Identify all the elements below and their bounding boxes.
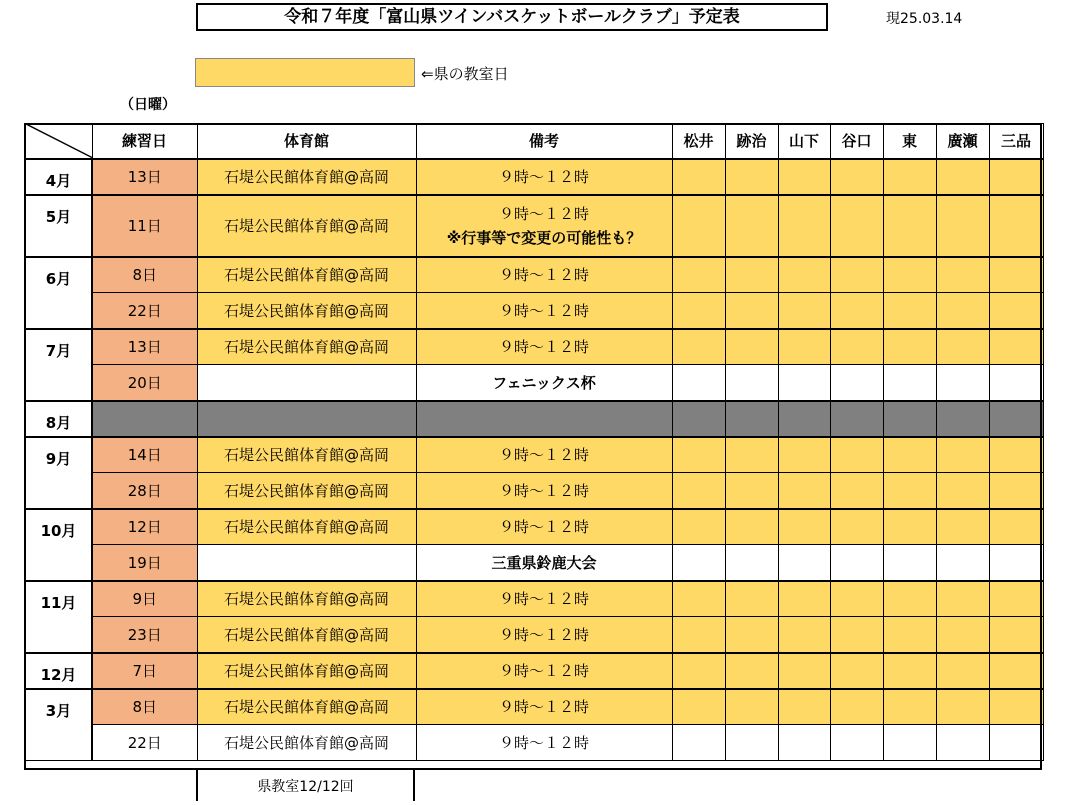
attendance-cell[interactable] (936, 329, 989, 365)
attendance-cell[interactable] (672, 725, 725, 761)
attendance-cell[interactable] (778, 509, 830, 545)
table-row (25, 545, 1043, 581)
table-row (25, 365, 1043, 401)
attendance-cell[interactable] (672, 329, 725, 365)
practice-date: 8日 (92, 257, 197, 293)
header-member: 三品 (989, 124, 1043, 159)
gym-cell (197, 545, 416, 581)
gym-cell: 石堤公民館体育館@高岡 (197, 509, 416, 545)
table-row (25, 653, 1043, 689)
header-member: 跡治 (725, 124, 778, 159)
practice-date: 22日 (92, 293, 197, 329)
attendance-cell[interactable] (778, 293, 830, 329)
remark-cell: ９時～１２時 (416, 293, 672, 329)
remark-cell: ９時～１２時 (416, 653, 672, 689)
page-title: 令和７年度「富山県ツインバスケットボールクラブ」予定表 (196, 3, 828, 31)
practice-date: 13日 (92, 159, 197, 195)
attendance-cell[interactable] (725, 257, 778, 293)
attendance-cell[interactable] (883, 617, 936, 653)
attendance-cell[interactable] (883, 159, 936, 195)
attendance-cell[interactable] (672, 365, 725, 401)
attendance-cell[interactable] (830, 653, 883, 689)
attendance-cell[interactable] (672, 689, 725, 725)
attendance-cell[interactable] (989, 581, 1043, 617)
attendance-cell[interactable] (778, 437, 830, 473)
attendance-cell[interactable] (936, 257, 989, 293)
attendance-cell[interactable] (830, 545, 883, 581)
attendance-cell[interactable] (672, 257, 725, 293)
attendance-cell[interactable] (936, 725, 989, 761)
attendance-cell[interactable] (936, 195, 989, 257)
attendance-cell[interactable] (989, 195, 1043, 257)
legend-label: ⇐県の教室日 (421, 65, 509, 83)
remark-cell (416, 195, 672, 257)
no-practice-cell (989, 401, 1043, 437)
gym-cell: 石堤公民館体育館@高岡 (197, 725, 416, 761)
no-practice-cell (725, 401, 778, 437)
attendance-cell[interactable] (672, 653, 725, 689)
gym-cell: 石堤公民館体育館@高岡 (197, 195, 416, 257)
attendance-cell[interactable] (672, 195, 725, 257)
practice-date: 8日 (92, 689, 197, 725)
practice-date: 19日 (92, 545, 197, 581)
gym-cell: 石堤公民館体育館@高岡 (197, 653, 416, 689)
practice-date: 7日 (92, 653, 197, 689)
practice-date: 28日 (92, 473, 197, 509)
header-member: 山下 (778, 124, 830, 159)
attendance-cell[interactable] (936, 293, 989, 329)
event-cell: フェニックス杯 (416, 365, 672, 401)
no-practice-cell (830, 401, 883, 437)
attendance-cell[interactable] (778, 689, 830, 725)
table-row (25, 257, 1043, 293)
event-cell: 三重県鈴鹿大会 (416, 545, 672, 581)
gym-cell: 石堤公民館体育館@高岡 (197, 473, 416, 509)
attendance-cell[interactable] (883, 653, 936, 689)
attendance-cell[interactable] (936, 159, 989, 195)
attendance-cell[interactable] (989, 365, 1043, 401)
table-row (25, 473, 1043, 509)
practice-date: 22日 (92, 725, 197, 761)
attendance-cell[interactable] (830, 437, 883, 473)
diagonal-line (26, 124, 92, 158)
attendance-cell[interactable] (936, 509, 989, 545)
practice-date: 23日 (92, 617, 197, 653)
attendance-cell[interactable] (672, 509, 725, 545)
attendance-cell[interactable] (778, 473, 830, 509)
class-count: 県教室12/12回 (196, 769, 415, 801)
month-label: 4月 (25, 159, 92, 195)
attendance-cell[interactable] (883, 725, 936, 761)
attendance-cell[interactable] (989, 545, 1043, 581)
attendance-cell[interactable] (725, 725, 778, 761)
table-row (25, 689, 1043, 725)
attendance-cell[interactable] (830, 581, 883, 617)
attendance-cell[interactable] (778, 195, 830, 257)
attendance-cell[interactable] (989, 159, 1043, 195)
attendance-cell[interactable] (778, 545, 830, 581)
gym-cell: 石堤公民館体育館@高岡 (197, 689, 416, 725)
attendance-cell[interactable] (725, 365, 778, 401)
attendance-cell[interactable] (725, 509, 778, 545)
practice-date: 14日 (92, 437, 197, 473)
table-row (25, 617, 1043, 653)
attendance-cell[interactable] (725, 195, 778, 257)
remark-cell: ９時～１２時 (416, 581, 672, 617)
month-label: 9月 (25, 437, 92, 509)
attendance-cell[interactable] (778, 725, 830, 761)
month-label: 7月 (25, 329, 92, 401)
attendance-cell[interactable] (883, 365, 936, 401)
attendance-cell[interactable] (883, 689, 936, 725)
remark-cell: ９時～１２時 (416, 689, 672, 725)
no-practice-cell (883, 401, 936, 437)
remark-cell: ９時～１２時 (416, 473, 672, 509)
remark-cell: ９時～１２時 (416, 509, 672, 545)
remark-note: ※行事等で変更の可能性も？ (446, 228, 642, 247)
attendance-cell[interactable] (989, 257, 1043, 293)
attendance-cell[interactable] (672, 159, 725, 195)
no-practice-cell (197, 401, 416, 437)
attendance-cell[interactable] (883, 293, 936, 329)
gym-cell: 石堤公民館体育館@高岡 (197, 293, 416, 329)
attendance-cell[interactable] (989, 617, 1043, 653)
attendance-cell[interactable] (936, 545, 989, 581)
attendance-cell[interactable] (725, 159, 778, 195)
table-row (25, 437, 1043, 473)
table-row (25, 195, 1043, 257)
attendance-cell[interactable] (830, 725, 883, 761)
attendance-cell[interactable] (725, 581, 778, 617)
attendance-cell[interactable] (830, 473, 883, 509)
header-gym: 体育館 (197, 124, 416, 159)
attendance-cell[interactable] (936, 617, 989, 653)
attendance-cell[interactable] (672, 437, 725, 473)
no-practice-cell (672, 401, 725, 437)
gym-cell: 石堤公民館体育館@高岡 (197, 257, 416, 293)
attendance-cell[interactable] (883, 329, 936, 365)
no-practice-cell (416, 401, 672, 437)
attendance-cell[interactable] (830, 329, 883, 365)
attendance-cell[interactable] (936, 473, 989, 509)
attendance-cell[interactable] (830, 293, 883, 329)
header-member: 東 (883, 124, 936, 159)
attendance-cell[interactable] (725, 293, 778, 329)
table-row (25, 293, 1043, 329)
gym-cell: 石堤公民館体育館@高岡 (197, 329, 416, 365)
gym-cell: 石堤公民館体育館@高岡 (197, 437, 416, 473)
attendance-cell[interactable] (936, 365, 989, 401)
attendance-cell[interactable] (883, 473, 936, 509)
attendance-cell[interactable] (725, 617, 778, 653)
attendance-cell[interactable] (830, 195, 883, 257)
attendance-cell[interactable] (672, 545, 725, 581)
attendance-cell[interactable] (778, 653, 830, 689)
attendance-cell[interactable] (830, 257, 883, 293)
attendance-cell[interactable] (830, 159, 883, 195)
attendance-cell[interactable] (883, 195, 936, 257)
practice-date: 20日 (92, 365, 197, 401)
attendance-cell[interactable] (989, 653, 1043, 689)
header-row (25, 124, 1043, 159)
attendance-cell[interactable] (778, 257, 830, 293)
no-practice-cell (92, 401, 197, 437)
attendance-cell[interactable] (778, 365, 830, 401)
month-label: 12月 (25, 653, 92, 689)
attendance-cell[interactable] (830, 365, 883, 401)
remark-time: ９時～１２時 (498, 204, 589, 223)
revision-date: 現25.03.14 (886, 11, 963, 27)
attendance-cell[interactable] (725, 437, 778, 473)
header-member: 松井 (672, 124, 725, 159)
remark-cell: ９時～１２時 (416, 725, 672, 761)
header-member: 廣瀬 (936, 124, 989, 159)
gym-cell: 石堤公民館体育館@高岡 (197, 617, 416, 653)
corner-cell (25, 124, 92, 159)
remark-cell: ９時～１２時 (416, 617, 672, 653)
month-label: 10月 (25, 509, 92, 581)
attendance-cell[interactable] (778, 159, 830, 195)
attendance-cell[interactable] (725, 329, 778, 365)
attendance-cell[interactable] (830, 689, 883, 725)
attendance-cell[interactable] (778, 581, 830, 617)
no-practice-cell (778, 401, 830, 437)
month-label: 11月 (25, 581, 92, 653)
table-row (25, 509, 1043, 545)
attendance-cell[interactable] (725, 653, 778, 689)
practice-date: 11日 (92, 195, 197, 257)
attendance-cell[interactable] (989, 689, 1043, 725)
attendance-cell[interactable] (725, 545, 778, 581)
attendance-cell[interactable] (830, 509, 883, 545)
attendance-cell[interactable] (672, 473, 725, 509)
attendance-cell[interactable] (778, 617, 830, 653)
header-member: 谷口 (830, 124, 883, 159)
attendance-cell[interactable] (989, 473, 1043, 509)
remark-cell: ９時～１２時 (416, 159, 672, 195)
table-row (25, 401, 1043, 437)
attendance-cell[interactable] (936, 581, 989, 617)
attendance-cell[interactable] (936, 653, 989, 689)
attendance-cell[interactable] (989, 437, 1043, 473)
no-practice-cell (936, 401, 989, 437)
attendance-cell[interactable] (725, 473, 778, 509)
attendance-cell[interactable] (883, 257, 936, 293)
practice-date: 9日 (92, 581, 197, 617)
practice-date: 12日 (92, 509, 197, 545)
table-row (25, 329, 1043, 365)
table-row (25, 581, 1043, 617)
attendance-cell[interactable] (778, 329, 830, 365)
attendance-cell[interactable] (989, 725, 1043, 761)
attendance-cell[interactable] (989, 329, 1043, 365)
schedule-table (24, 123, 1044, 761)
table-row (25, 725, 1043, 761)
attendance-cell[interactable] (936, 689, 989, 725)
attendance-cell[interactable] (989, 509, 1043, 545)
attendance-cell[interactable] (672, 293, 725, 329)
attendance-cell[interactable] (725, 689, 778, 725)
attendance-cell[interactable] (883, 437, 936, 473)
attendance-cell[interactable] (936, 437, 989, 473)
attendance-cell[interactable] (672, 581, 725, 617)
sunday-note: （日曜） (120, 97, 176, 113)
remark-cell: ９時～１２時 (416, 329, 672, 365)
attendance-cell[interactable] (883, 509, 936, 545)
header-practice-day: 練習日 (92, 124, 197, 159)
gym-cell: 石堤公民館体育館@高岡 (197, 581, 416, 617)
gym-cell: 石堤公民館体育館@高岡 (197, 159, 416, 195)
month-label: 8月 (25, 401, 92, 437)
practice-date: 13日 (92, 329, 197, 365)
attendance-cell[interactable] (672, 617, 725, 653)
table-row (25, 159, 1043, 195)
month-label: 3月 (25, 689, 92, 761)
attendance-cell[interactable] (883, 545, 936, 581)
attendance-cell[interactable] (830, 617, 883, 653)
month-label: 5月 (25, 195, 92, 257)
month-label: 6月 (25, 257, 92, 329)
legend-swatch (195, 58, 415, 87)
remark-cell: ９時～１２時 (416, 257, 672, 293)
attendance-cell[interactable] (883, 581, 936, 617)
remark-cell: ９時～１２時 (416, 437, 672, 473)
attendance-cell[interactable] (989, 293, 1043, 329)
gym-cell (197, 365, 416, 401)
header-remarks: 備考 (416, 124, 672, 159)
